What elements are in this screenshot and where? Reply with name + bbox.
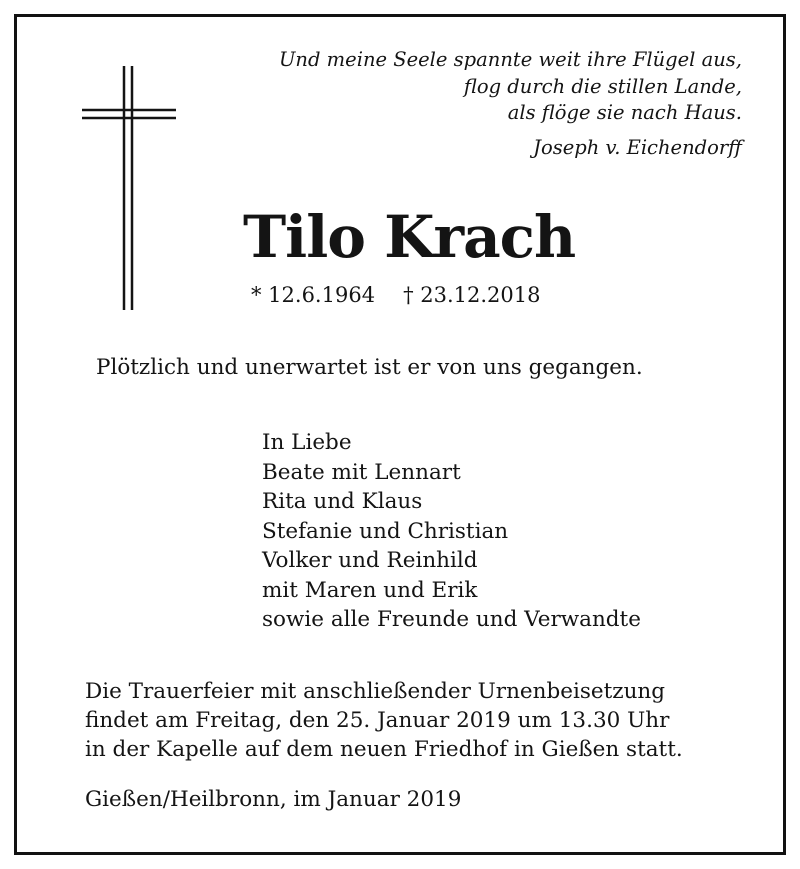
quote-author: Joseph v. Eichendorff	[533, 136, 742, 159]
family-line: Rita und Klaus	[262, 489, 423, 514]
death-date: † 23.12.2018	[403, 283, 541, 307]
poem-line: Und meine Seele spannte weit ihre Flügel aus,	[279, 48, 742, 71]
life-dates	[251, 283, 540, 307]
family-line: Volker und Reinhild	[262, 548, 478, 573]
family-line: In Liebe	[262, 430, 352, 455]
birth-date: * 12.6.1964	[251, 283, 376, 307]
family-line: Beate mit Lennart	[262, 459, 461, 485]
family-line: Stefanie und Christian	[262, 518, 509, 544]
cross-icon	[80, 64, 178, 312]
poem-line: flog durch die stillen Lande,	[463, 74, 742, 98]
funeral-line: Die Trauerfeier mit anschließender Urnenbeisetzung	[85, 679, 666, 704]
family-list	[262, 428, 641, 635]
poem-quote	[279, 47, 742, 127]
funeral-info	[85, 677, 683, 764]
deceased-name: Tilo Krach	[243, 203, 576, 271]
place-date: Gießen/Heilbronn, im Januar 2019	[85, 787, 462, 812]
funeral-line: findet am Freitag, den 25. Januar 2019 um 13.30 Uhr	[85, 708, 670, 733]
poem-line: als flöge sie nach Haus.	[507, 101, 742, 124]
funeral-line: in der Kapelle auf dem neuen Friedhof in Gießen statt.	[85, 737, 683, 762]
family-line: sowie alle Freunde und Verwandte	[262, 607, 641, 632]
intro-text: Plötzlich und unerwartet ist er von uns gegangen.	[96, 355, 643, 380]
family-line: mit Maren und Erik	[262, 577, 478, 603]
